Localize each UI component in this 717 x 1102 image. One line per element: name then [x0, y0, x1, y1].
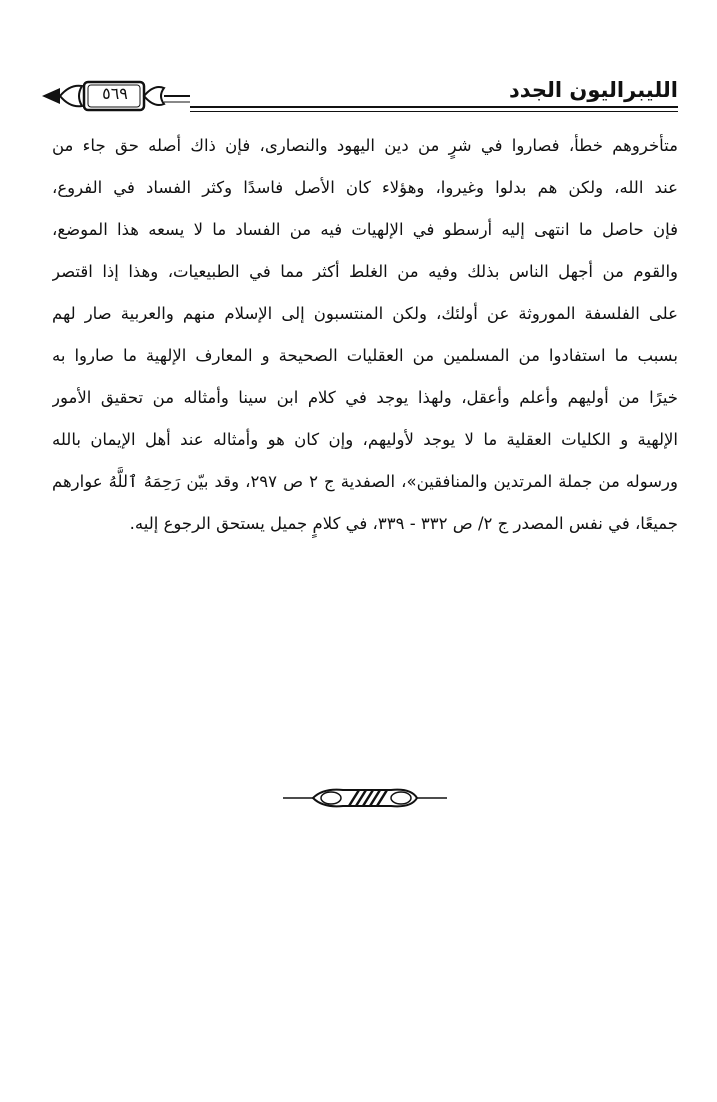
text-line: فإن حاصل ما انتهى إليه أرسطو في الإلهيات فيه من الفساد ما لا يسعه هذا الموضع،	[52, 220, 678, 239]
text-line: والقوم من أجهل الناس بذلك وفيه من الغلط أكثر مما في الطبيعيات، وهذا إذا اقتصر	[52, 262, 678, 281]
running-title: الليبراليون الجدد	[508, 78, 678, 102]
text-line: جميعًا، في نفس المصدر ج ٢/ ص ٣٣٢ - ٣٣٩، في كلامٍ جميل يستحق الرجوع إليه.	[129, 514, 678, 533]
text-line: بسبب ما استفادوا من المسلمين من العقليات الصحيحة و المعارف الإلهية ما صاروا به	[52, 346, 678, 365]
text-line: عند الله، ولكن هم بدلوا وغيروا، وهؤلاء كان الأصل فاسدًا وكثر الفساد في الفروع،	[52, 178, 678, 197]
text-line: متأخروهم خطأ، فصاروا في شرٍ من دين اليهود والنصارى، فإن ذاك أصله حق جاء من	[52, 136, 678, 155]
page-number: ٥٦٩	[102, 84, 128, 103]
section-end-ornament	[283, 784, 447, 812]
header-rule	[190, 106, 678, 108]
page-header	[40, 72, 678, 120]
text-line: على الفلسفة الموروثة عن أولئك، ولكن المنتسبون إلى الإسلام منهم والعربية صار لهم	[52, 304, 678, 323]
text-line: الإلهية و الكليات العقلية ما لا يوجد لأوليهم، وإن كان هو وأمثاله عند أهل الإيمان بالله	[52, 430, 678, 449]
body-text	[52, 125, 678, 545]
text-line: ورسوله من جملة المرتدين والمنافقين»، الصفدية ج ٢ ص ٢٩٧، وقد بيّن رَحِمَهُ ٱللَّهُ عوارهم	[52, 472, 678, 491]
text-line: خيرًا من أوليهم وأعلم وأعقل، ولهذا يوجد في كلام ابن سينا وأمثاله من تحقيق الأمور	[52, 388, 678, 407]
header-rule-thin	[190, 111, 678, 112]
